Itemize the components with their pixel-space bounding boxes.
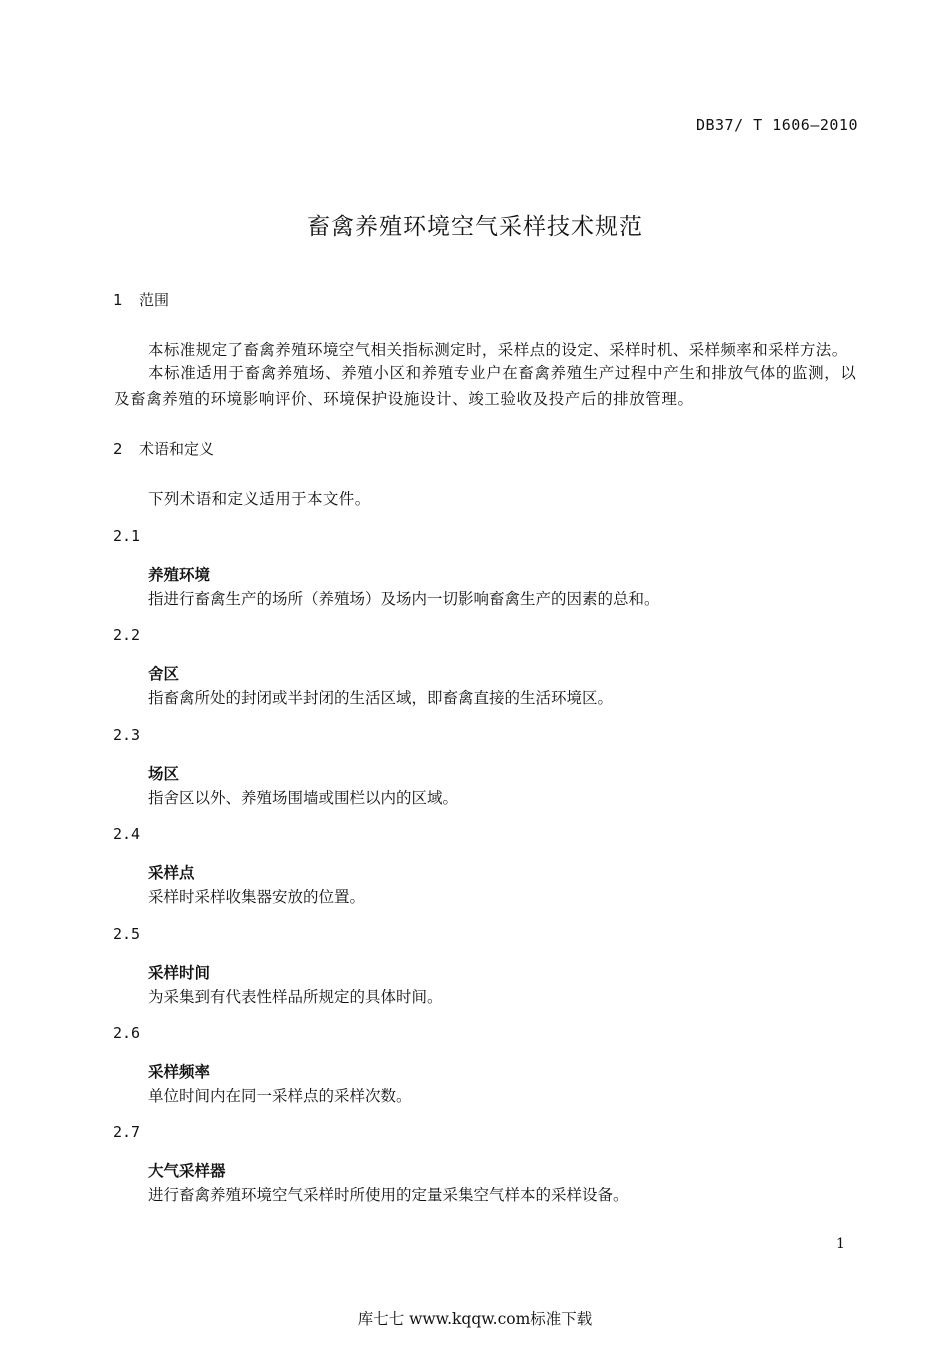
section-title: 术语和定义: [139, 440, 215, 458]
term-number: 2.5: [113, 925, 141, 943]
term-definition: 单位时间内在同一采样点的采样次数。: [148, 1087, 412, 1105]
term-name: 养殖环境: [148, 566, 211, 584]
term-definition: 指畜禽所处的封闭或半封闭的生活区域，即畜禽直接的生活环境区。: [148, 689, 614, 707]
scope-paragraph-1: 本标准规定了畜禽养殖环境空气相关指标测定时，采样点的设定、采样时机、采样频率和采样方法。: [148, 341, 848, 359]
standard-number: DB37/ T 1606—2010: [695, 116, 858, 134]
term-definition: 进行畜禽养殖环境空气采样时所使用的定量采集空气样本的采样设备。: [148, 1186, 629, 1204]
term-number: 2.3: [113, 726, 141, 744]
page-number: 1: [836, 1236, 845, 1252]
term-name: 采样点: [148, 864, 195, 882]
document-title: 畜禽养殖环境空气采样技术规范: [307, 214, 643, 240]
term-name: 大气采样器: [148, 1162, 226, 1180]
section-2-heading: [113, 438, 214, 459]
section-title: 范围: [139, 291, 170, 309]
term-name: 采样时间: [148, 964, 211, 982]
term-name: 场区: [148, 765, 180, 783]
term-number: 2.6: [113, 1024, 141, 1042]
term-number: 2.4: [113, 825, 141, 843]
term-name: 采样频率: [148, 1063, 211, 1081]
footer-watermark: 库七七 www.kqqw.com标准下载: [357, 1310, 593, 1328]
term-number: 2.1: [113, 527, 141, 545]
term-definition: 指进行畜禽生产的场所（养殖场）及场内一切影响畜禽生产的因素的总和。: [148, 590, 660, 608]
term-definition: 为采集到有代表性样品所规定的具体时间。: [148, 988, 443, 1006]
section-number: 2: [113, 440, 123, 458]
section-1-heading: [113, 289, 169, 310]
section-number: 1: [113, 291, 123, 309]
scope-paragraph-2: 本标准适用于畜禽养殖场、养殖小区和养殖专业户在畜禽养殖生产过程中产生和排放气体的监测，以及畜禽养殖的环境影响评价、环境保护设施设计、竣工验收及投产后的排放管理。: [114, 364, 857, 408]
term-definition: 采样时采样收集器安放的位置。: [148, 888, 366, 906]
term-number: 2.2: [113, 626, 141, 644]
term-number: 2.7: [113, 1123, 141, 1141]
terms-intro: 下列术语和定义适用于本文件。: [148, 490, 371, 508]
term-definition: 指舍区以外、养殖场围墙或围栏以内的区域。: [148, 789, 459, 807]
term-name: 舍区: [148, 665, 180, 683]
